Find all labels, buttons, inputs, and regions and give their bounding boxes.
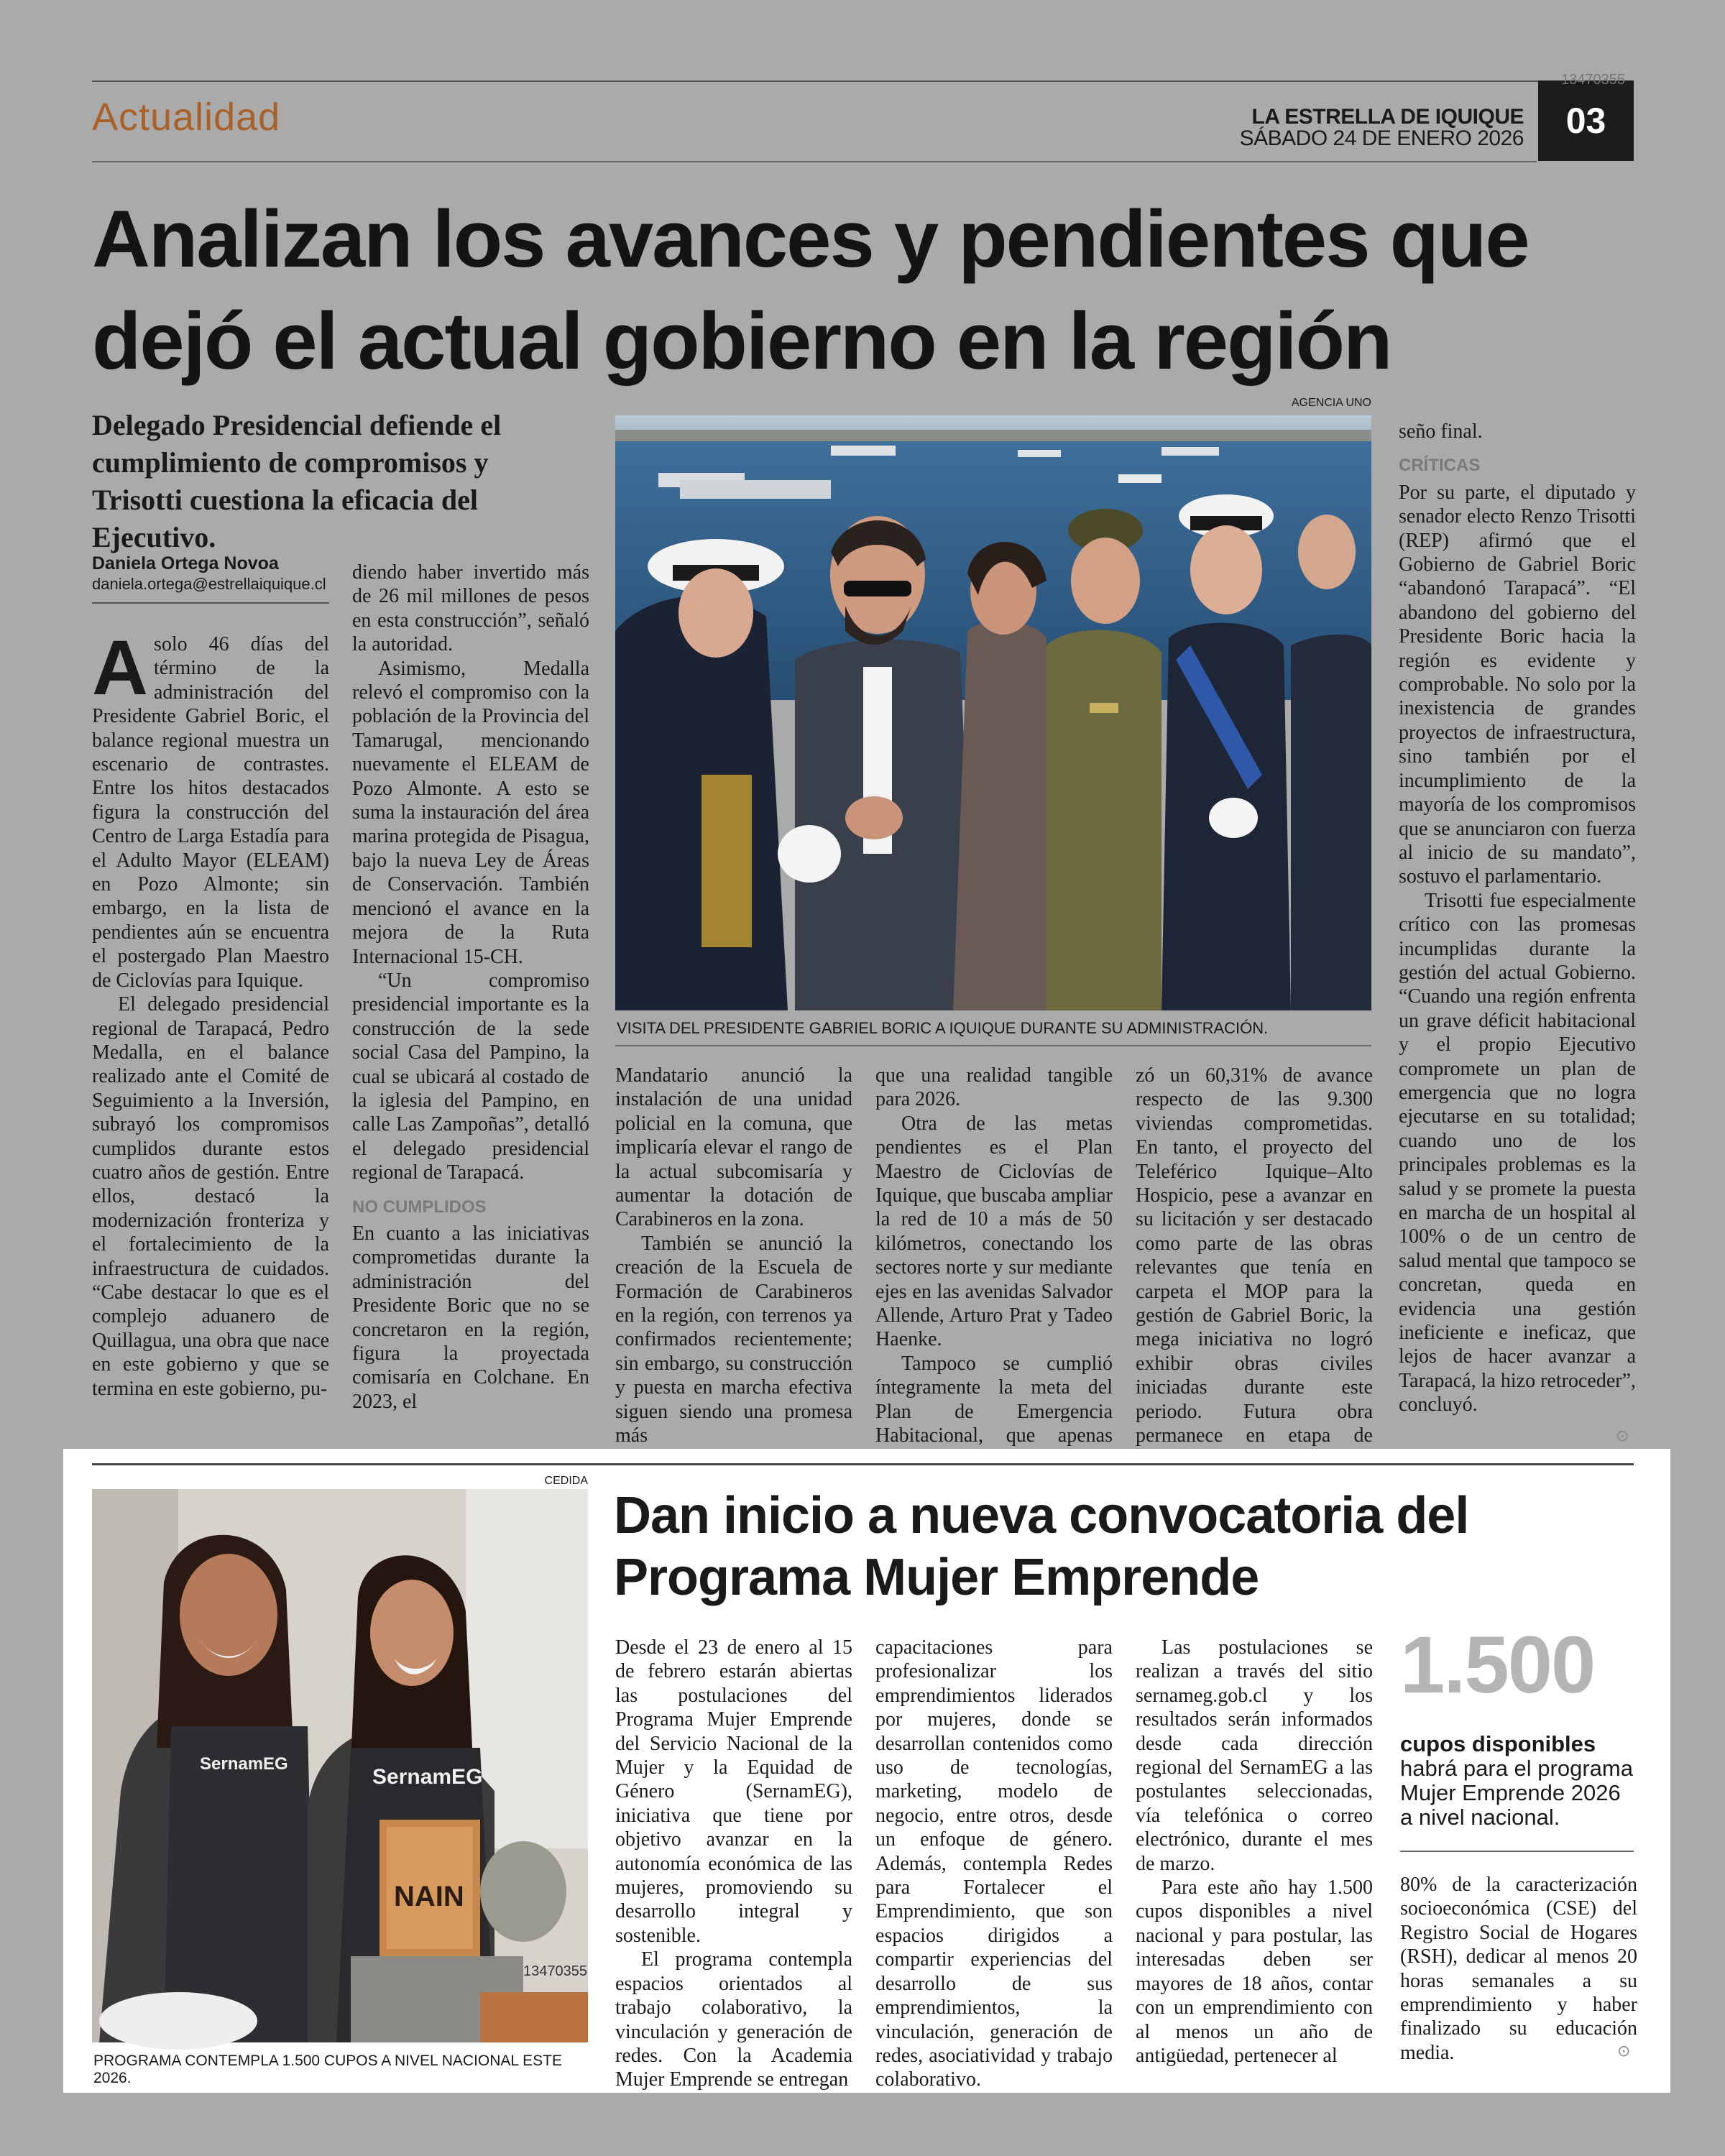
article2-paragraph: capacitaciones para profesionalizar los emprendimientos liderados por mujeres, donde se desarrollan contenidos como uso de tecnologías, marketing, modelo de negocio, entre otros, desde un enfoque de género. Además, contempla Redes para Fortalecer el Emprendimiento, que son espacios dirigidos a compartir experiencias del desarrollo de sus emprendimientos, la vinculación, generación de redes, asociatividad y trabajo colaborativo. [875,1636,1113,2091]
article1-paragraph: que una realidad tangible para 2026. [875,1064,1113,1111]
article1-column-6 [1399,420,1636,1449]
byline-rule [92,602,329,604]
article1-paragraph: Mandatario anunció la instalación de una unidad policial en la comuna, que implicaría elevar el rango de la actual subcomisaría y aumentar la dotación de Carabineros en la zona. [615,1064,852,1231]
article-deck: Delegado Presidencial defiende el cumplimiento de compromisos y Trisotti cuestiona la eficacia del Ejecutivo. [92,409,502,553]
article2-column-1 [615,1636,852,2091]
article1-paragraph: Por su parte, el diputado y senador electo Renzo Trisotti (REP) afirmó que el Gobierno de Gabriel Boric “abandonó Tarapacá”. “El abandono del gobierno del Presidente Boric hacia la región es evidente y comprobable. No solo por la inexistencia de grandes proyectos de infraestructura, sino también por el incumplimiento de la mayoría de los compromisos que se anunciaron con fuerza al inicio de su mandato”, sostuvo el parlamentario. [1399,481,1636,888]
article1-paragraph: seño final. [1399,420,1483,443]
article2-paragraph: Para este año hay 1.500 cupos disponibles a nivel nacional y para postular, las interesadas deben ser mayores de 18 años, contar con un emprendimiento con al menos un año de antigüedad, pertenecer al [1136,1876,1373,2067]
article1-column-1 [92,624,329,1450]
article1-paragraph: Asimismo, Medalla relevó el compromiso con la población de la Provincia del Tamarugal, mencionando nuevamente el ELEAM de Pozo Almonte. A esto se suma la instauración del área marina protegida de Pisagua, bajo la nueva Ley de Áreas de Conservación. También mencionó el avance en la mejora de la Ruta Internacional 15-CH. [352,657,589,968]
article1-column-3 [615,1064,852,1450]
photo2-credit: CEDIDA [544,1475,588,1487]
photo-caption: VISITA DEL PRESIDENTE GABRIEL BORIC A IQUIQUE DURANTE SU ADMINISTRACIÓN. [617,1019,1269,1037]
header-top-rule [92,80,1634,82]
article1-paragraph: Trisotti fue especialmente crítico con las promesas incumplidas durante la gestión del actual Gobierno. “Cuando una región enfrenta un grave déficit habitacional y el propio Ejecutivo compromete un plan de emergencia que no logra ejecutarse en su totalidad; cuando uno de los principales problemas es la salud y se promete la puesta en marcha de un hospital al 100% o de un centro de salud mental que tampoco se concretan, queda en evidencia una gestión ineficiente e ineficaz, que lejos de hacer avanzar a Tarapacá, la hizo retroceder”, concluyó. [1399,889,1636,1416]
article2-column-3 [1136,1636,1373,2074]
naval-ceremony-photo [615,415,1371,1010]
photo-credit: AGENCIA UNO [1291,397,1371,409]
article1-paragraph: zó un 60,31% de avance respecto de las 9.300 viviendas comprometidas. En tanto, el proyecto del Teleférico Iquique–Alto Hospicio, pese a avanzar en su licitación y ser destacado como parte de las obras relevantes que tenía en carpeta el MOP para la gestión de Gabriel Boric, la mega iniciativa no logró exhibir obras civiles iniciadas durante este periodo. Futura obra permanece en etapa de [1136,1064,1373,1447]
article1-column-2 [352,561,589,1450]
article1-paragraph: También se anunció la creación de la Escuela de Formación de Carabineros en la región, con terrenos ya confirmados recientemente; sin embargo, su construcción y puesta en marcha efectiva siguen siendo una promesa más [615,1232,852,1447]
article2-paragraph: El programa contempla espacios orientados al trabajo colaborativo, la vinculación y generación de redes. Con la Academia Mujer Emprende se entregan [615,1948,852,2091]
photo2-caption: PROGRAMA CONTEMPLA 1.500 CUPOS A NIVEL NACIONAL ESTE 2026. [93,2053,562,2086]
page-stamp: 13470355 [1561,72,1625,88]
caption-rule [615,1045,1371,1046]
publication-date: SÁBADO 24 DE ENERO 2026 [1239,126,1524,150]
end-mark-icon: ⊙ [1616,1427,1629,1445]
main-photo [615,415,1371,1010]
stat-number: 1.500 [1400,1620,1595,1710]
sernameg-photo [92,1489,588,2042]
stat-description [1400,1732,1637,1830]
stat-bold: cupos disponibles [1400,1731,1596,1756]
article1-column-4 [875,1064,1113,1450]
header-bottom-rule [92,161,1537,162]
article2-headline: Dan inicio a nueva convocatoria del Programa Mujer Emprende [614,1487,1469,1606]
end-mark-icon: ⊙ [1617,2042,1631,2060]
article1-paragraph: “Un compromiso presidencial importante es la construcción de la sede social Casa del Pampino, la cual se ubicará al costado de la iglesia del Pampino, en calle Las Zampoñas”, detalló el delegado presidencial regional de Tarapacá. [352,969,589,1184]
apron-right-label: SernamEG [372,1765,483,1789]
main-headline: Analizan los avances y pendientes que dejó el actual gobierno en la región [92,194,1529,386]
article1-paragraph: Tampoco se cumplió íntegramente la meta del Plan de Emergencia Habitacional, que apenas [875,1352,1113,1447]
drop-cap: A [92,624,148,711]
apron-left-label: SernamEG [200,1754,288,1774]
page-number: 03 [1538,80,1634,161]
subhead-no-cumplidos: NO CUMPLIDOS [352,1197,487,1217]
article1-paragraph: A solo 46 días del término de la administración del Presidente Gabriel Boric, el balance regional muestra un escenario de contrastes. Entre los hitos destacados figura la construcción del Centro de Larga Estadía para el Adulto Mayor (ELEAM) en Pozo Almonte; sin embargo, en la lista de pendientes aún se encuentra el postergado Plan Maestro de Ciclovías para Iquique. [92,624,329,992]
article1-paragraph: El delegado presidencial regional de Tarapacá, Pedro Medalla, en el balance realizado ante el Comité de Seguimiento a la Inversión, subrayó los compromisos cumplidos durante estos cuatro años de gestión. Entre ellos, destacó la modernización fronteriza y el fortalecimiento de la infraestructura de cuidados. “Cabe destacar lo que es el complejo aduanero de Quillagua, una obra que nace en este gobierno y que se termina en este gobierno, pu- [92,993,329,1400]
section-title: Actualidad [92,96,281,139]
article2-paragraph: Las postulaciones se realizan a través del sitio sernameg.gob.cl y los resultados serán informados desde cada dirección regional del SernamEG a las postulantes seleccionadas, vía telefónica o correo electrónico, durante el mes de marzo. [1136,1636,1373,1875]
article2-column-4 [1400,1873,1637,2074]
byline-email[interactable]: daniela.ortega@estrellaiquique.cl [92,575,326,593]
article1-paragraph: Otra de las metas pendientes es el Plan Maestro de Ciclovías de Iquique, que buscaba ampliar la red de 10 a más de 50 kilómetros, conectando los sectores norte y sur mediante ejes en las avenidas Salvador Allende, Arturo Prat y Tadeo Haenke. [875,1112,1113,1351]
article2-column-2 [875,1636,1113,2091]
article2-top-rule [92,1463,1634,1465]
article1-paragraph: En cuanto a las iniciativas comprometidas durante la administración del Presidente Boric que no se concretaron en la región, figura la proyectada comisaría en Colchane. En 2023, el [352,1222,589,1413]
newspaper-name: LA ESTRELLA DE IQUIQUE [1251,105,1524,129]
article2-paragraph: 80% de la caracterización socioeconómica (CSE) del Registro Social de Hogares (RSH), dedicar al menos 20 horas semanales a su emprendimiento y haber finalizado su educación media. [1400,1874,1637,2064]
stat-rule [1400,1851,1634,1852]
product-box-label: NAIN [394,1881,464,1912]
subhead-criticas: CRÍTICAS [1399,456,1481,476]
photo2-stamp: 13470355 [523,1963,587,1979]
article2-paragraph: Desde el 23 de enero al 15 de febrero estarán abiertas las postulaciones del Programa Mujer Emprende del Servicio Nacional de la Mujer y la Equidad de Género (SernamEG), iniciativa que tiene por objetivo avanzar en la autonomía económica de las mujeres, promoviendo su desarrollo integral y sostenible. [615,1636,852,1947]
article1-column-5 [1136,1064,1373,1450]
article1-paragraph: diendo haber invertido más de 26 mil millones de pesos en esta construcción”, señaló la autoridad. [352,561,589,656]
women-entrepreneurs-photo [92,1489,588,2042]
byline-author: Daniela Ortega Novoa [92,553,279,573]
stat-rest: habrá para el programa Mujer Emprende 2026 a nivel nacional. [1400,1756,1633,1830]
